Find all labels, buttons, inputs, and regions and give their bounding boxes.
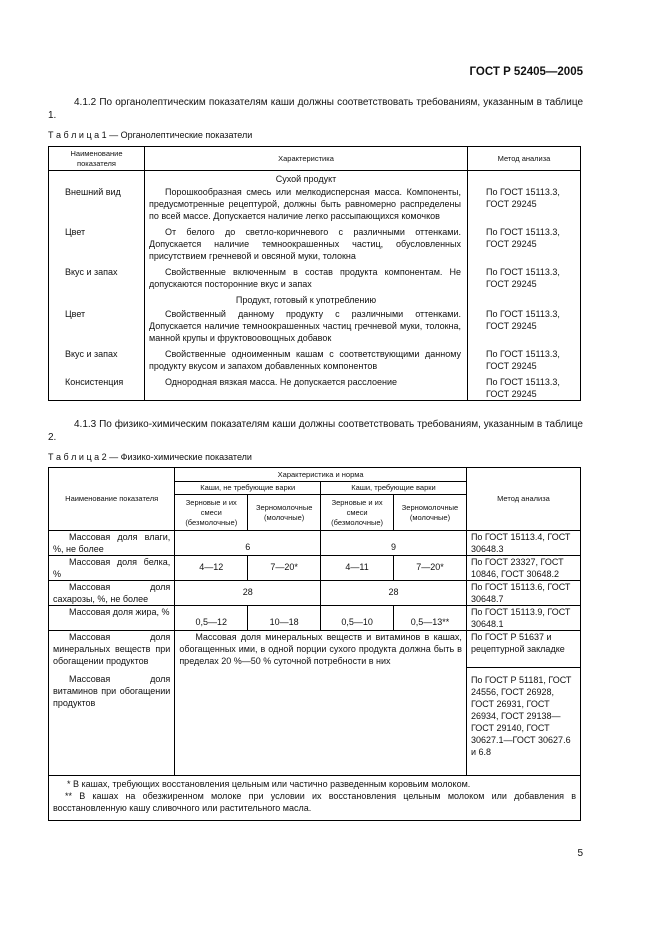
t2-header-cook: Каши, требующие варки: [321, 482, 467, 495]
table-row: [49, 186, 581, 222]
t2-header-name: Наименование показателя: [49, 468, 175, 531]
t1-row-name: Цвет: [49, 222, 145, 262]
t2-footnote-1: * В кашах, требующих восстановления цельным или частично разведенным коровьим молоком.: [67, 778, 471, 789]
t1-row-char: От белого до светло-коричневого с различными оттенками. Допускается наличие темноокрашенных частиц, обусловленных присутствием гречневой и овсяной муки, толокна: [145, 222, 468, 262]
t1-row-method: По ГОСТ 15113.3, ГОСТ 29245: [468, 186, 581, 222]
t1-header-method: Метод анализа: [468, 147, 581, 171]
table-row: [49, 606, 581, 631]
t1-row-name: Консистенция: [49, 372, 145, 401]
t2-cell: 4—11: [321, 556, 394, 581]
t2-cell: 9: [321, 531, 467, 556]
t2-row-name: Массовая доля минеральных веществ при обогащении продуктов: [49, 631, 175, 668]
t2-header-method: Метод анализа: [466, 468, 580, 531]
t2-row-name: Массовая доля белка, %: [49, 556, 175, 581]
t2-row-method: По ГОСТ 15113.6, ГОСТ 30648.7: [466, 581, 580, 606]
table-row: [49, 531, 581, 556]
t2-row-method: По ГОСТ Р 51181, ГОСТ 24556, ГОСТ 26928, ГОСТ 26931, ГОСТ 26934, ГОСТ 29138—ГОСТ 29140, ГОСТ 30627.1—ГОСТ 30627.6 и 6.8: [466, 667, 580, 775]
t1-row-char: Однородная вязкая масса. Не допускается расслоение: [145, 372, 468, 401]
t2-cell: 0,5—13**: [394, 606, 467, 631]
table1-caption: Т а б л и ц а 1 — Органолептические показатели: [48, 130, 253, 140]
t2-mineral-vitamin-text: Массовая доля минеральных веществ и витаминов в кашах, обогащенных ими, в одной порции сухого продукта должна быть в пределах 20 %—50 % суточной потребности в них: [175, 631, 467, 776]
t2-cell: 28: [321, 581, 467, 606]
t2-cell: 0,5—10: [321, 606, 394, 631]
t2-row-method: По ГОСТ 15113.9, ГОСТ 30648.1: [466, 606, 580, 631]
paragraph-4-1-3: 4.1.3 По физико-химическим показателям каши должны соответствовать требованиям, указанным в таблице 2.: [48, 419, 583, 443]
t2-row-method: По ГОСТ 23327, ГОСТ 10846, ГОСТ 30648.2: [466, 556, 580, 581]
t1-row-char: Порошкообразная смесь или мелкодисперсная масса. Компоненты, предусмотренные рецептурой, должны быть равномерно распределены по всей массе. Допускается наличие легко рассыпающихся комочков: [145, 186, 468, 222]
t2-row-method: По ГОСТ Р 51637 и рецептурной закладке: [466, 631, 580, 668]
t2-row-name: Массовая доля витаминов при обогащении продуктов: [49, 667, 175, 775]
t2-cell: 0,5—12: [175, 606, 248, 631]
t1-section-ready: Продукт, готовый к употреблению: [145, 290, 468, 306]
t1-row-method: По ГОСТ 15113.3, ГОСТ 29245: [468, 262, 581, 290]
t1-row-method: По ГОСТ 15113.3, ГОСТ 29245: [468, 306, 581, 344]
t2-cell: 6: [175, 531, 321, 556]
table-physicochemical: [48, 467, 581, 821]
t1-row-name: Внешний вид: [49, 186, 145, 222]
t2-footnotes: [49, 775, 581, 820]
table-row: [49, 631, 581, 668]
t1-header-char: Характеристика: [145, 147, 468, 171]
t1-row-char: Свойственный данному продукту с различными оттенками. Допускается наличие темноокрашенных частиц гречневой муки, толокна, манной крупы и фруктовоовощных добавок: [145, 306, 468, 344]
t1-row-method: По ГОСТ 15113.3, ГОСТ 29245: [468, 372, 581, 401]
t2-header-char-norm: Характеристика и норма: [175, 468, 467, 482]
t1-row-name: Вкус и запах: [49, 344, 145, 372]
t2-row-name: Массовая доля жира, %: [49, 606, 175, 631]
t2-header-grain-milk: Зерномолочные (молочные): [394, 495, 467, 531]
t2-footnote-2: ** В кашах на обезжиренном молоке при условии их восстановления цельным молоком или добавления в восстановленную кашу сливочного или растительного масла.: [53, 790, 576, 813]
table-row: [49, 581, 581, 606]
t1-row-method: По ГОСТ 15113.3, ГОСТ 29245: [468, 344, 581, 372]
t2-cell: 7—20*: [394, 556, 467, 581]
t1-row-char: Свойственные одноименным кашам с соответствующими данному продукту вкусом и запахом добавленных компонентов: [145, 344, 468, 372]
t2-header-no-cook: Каши, не требующие варки: [175, 482, 321, 495]
table-row: [49, 222, 581, 262]
t2-header-grain: Зерновые и их смеси (безмолочные): [175, 495, 248, 531]
table-row: [49, 262, 581, 290]
t2-cell: 10—18: [248, 606, 321, 631]
t1-row-char: Свойственные включенным в состав продукта компонентам. Не допускаются посторонние вкус и запах: [145, 262, 468, 290]
paragraph-4-1-2: 4.1.2 По органолептическим показателям каши должны соответствовать требованиям, указанным в таблице 1.: [48, 97, 583, 121]
table-row: [49, 372, 581, 401]
t2-cell: 28: [175, 581, 321, 606]
table-row: [49, 306, 581, 344]
document-code: ГОСТ Р 52405—2005: [469, 66, 583, 78]
t2-cell: 7—20*: [248, 556, 321, 581]
table2-caption: Т а б л и ц а 2 — Физико-химические показатели: [48, 452, 252, 462]
t1-row-name: Цвет: [49, 306, 145, 344]
t2-row-method: По ГОСТ 15113.4, ГОСТ 30648.3: [466, 531, 580, 556]
t2-header-grain-milk: Зерномолочные (молочные): [248, 495, 321, 531]
page-number: 5: [577, 848, 583, 859]
t1-section-dry: Сухой продукт: [145, 171, 468, 186]
t2-cell: 4—12: [175, 556, 248, 581]
t1-header-name: Наименование показателя: [49, 147, 145, 171]
t2-row-name: Массовая доля сахарозы, %, не более: [49, 581, 175, 606]
t2-header-grain: Зерновые и их смеси (безмолочные): [321, 495, 394, 531]
table-row: [49, 344, 581, 372]
t1-row-name: Вкус и запах: [49, 262, 145, 290]
table-row: [49, 556, 581, 581]
t2-row-name: Массовая доля влаги, %, не более: [49, 531, 175, 556]
table-organoleptic: [48, 146, 581, 401]
t1-row-method: По ГОСТ 15113.3, ГОСТ 29245: [468, 222, 581, 262]
